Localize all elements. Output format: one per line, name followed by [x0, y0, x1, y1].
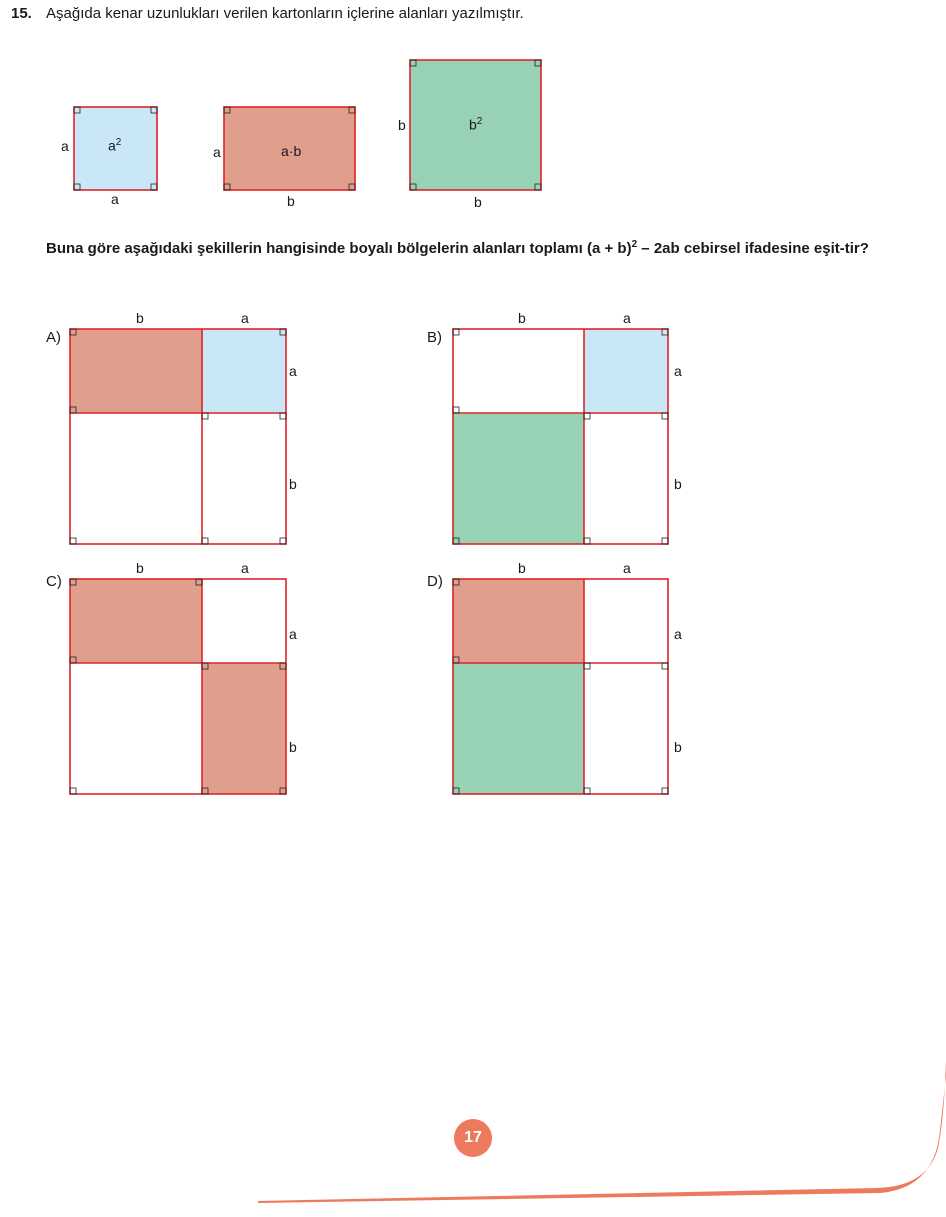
- option-d-top-b: b: [518, 560, 526, 576]
- option-b-top-b: b: [518, 310, 526, 326]
- option-a-right-b: b: [289, 476, 297, 492]
- option-b-right-b: b: [674, 476, 682, 492]
- option-a-top-a: a: [241, 310, 249, 326]
- option-d-label[interactable]: D): [427, 573, 443, 590]
- option-b-right-a: a: [674, 363, 682, 379]
- card-b-squared-left-side: b: [398, 117, 406, 133]
- option-a-label[interactable]: A): [46, 329, 61, 346]
- question-intro: Aşağıda kenar uzunlukları verilen kartonların içlerine alanları yazılmıştır.: [46, 5, 524, 22]
- card-b-squared-bottom-side: b: [474, 194, 482, 210]
- question-prompt: Buna göre aşağıdaki şekillerin hangisinde boyalı bölgelerin alanları toplamı $(a + b)^2 - 2ab$ cebirsel ifadesine eşit-tir?: [46, 239, 869, 257]
- option-b-top-a: a: [623, 310, 631, 326]
- option-a-figure: [70, 329, 286, 544]
- option-b-label[interactable]: B): [427, 329, 442, 346]
- card-ab-left-side: a: [213, 144, 221, 160]
- page-number: 17: [454, 1119, 492, 1157]
- answer-options: [0, 300, 946, 810]
- card-a-squared-bottom-side: a: [111, 191, 119, 207]
- option-c-right-b: b: [289, 739, 297, 755]
- card-a-squared-area: $a^2$: [108, 137, 122, 154]
- option-c-top-a: a: [241, 560, 249, 576]
- option-c-right-a: a: [289, 626, 297, 642]
- option-a-top-b: b: [136, 310, 144, 326]
- question-number: 15.: [11, 5, 32, 22]
- option-a-right-a: a: [289, 363, 297, 379]
- option-d-top-a: a: [623, 560, 631, 576]
- card-ab-area: a·b: [281, 143, 302, 159]
- card-a-squared-left-side: a: [61, 138, 69, 154]
- option-c-figure: [70, 579, 286, 794]
- option-d-right-a: a: [674, 626, 682, 642]
- option-c-label[interactable]: C): [46, 573, 62, 590]
- card-b-squared-area: $b^2$: [469, 116, 483, 133]
- option-b-figure: [453, 329, 668, 544]
- option-d-figure: [453, 579, 668, 794]
- card-ab-bottom-side: b: [287, 193, 295, 209]
- option-c-top-b: b: [136, 560, 144, 576]
- option-d-right-b: b: [674, 739, 682, 755]
- reference-cards: [0, 0, 946, 220]
